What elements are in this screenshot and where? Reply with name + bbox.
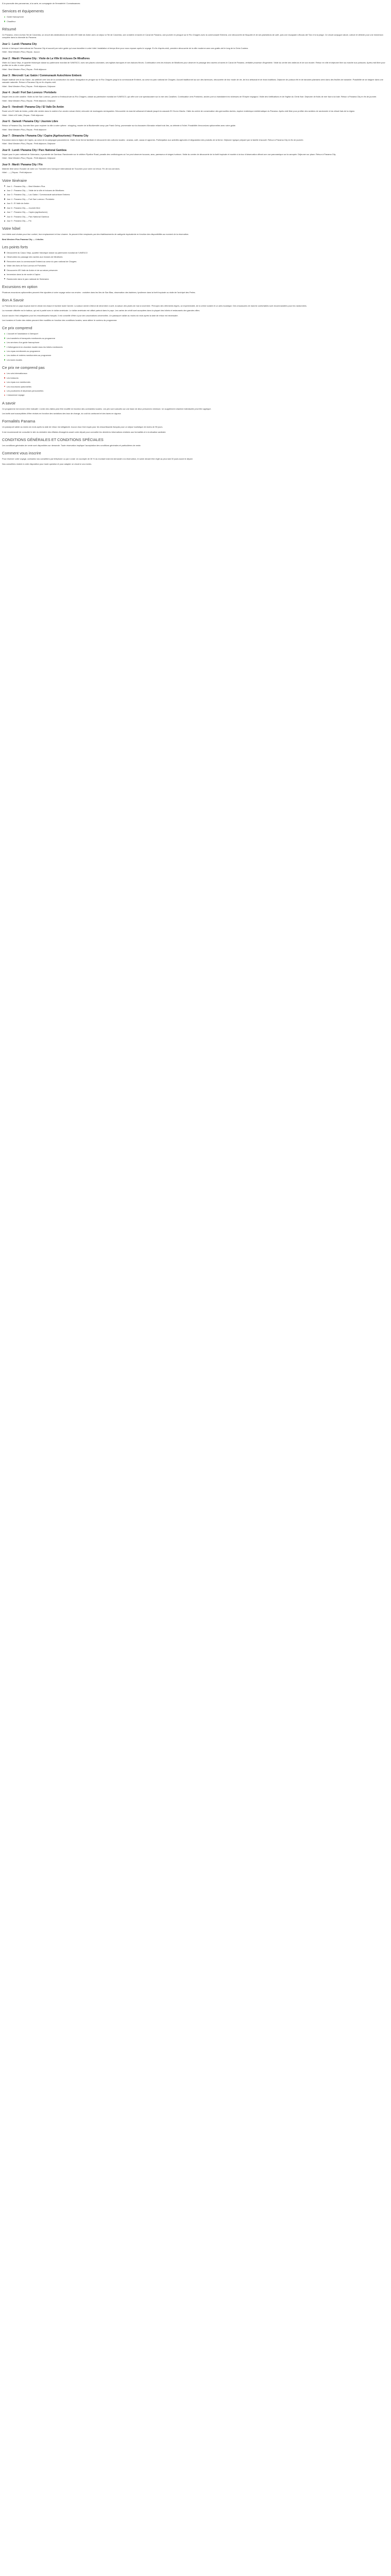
bullet-icon (4, 278, 5, 279)
bullet-icon (4, 194, 5, 195)
prices-included-list (4, 332, 388, 361)
itinerary (2, 43, 388, 174)
conditions-title: CONDITIONS GÉNÉRALES ET CONDITIONS SPÉCIALES (2, 437, 104, 442)
contact-title: Comment vous inscrire (2, 451, 41, 456)
day-meta: Hôtel : Best Western Plus | Repas : Petit déjeuner (2, 67, 46, 71)
bon-text: Le Panama est un pays tropical dont le climat est chaud et humide toute l'année. La saison sèche s'étend de décembre à avril, la saison des pluies de mai à novembre. Prévoyez des vêtements légers, un imperméable, de la crème solaire et un anti-moustique. Des chaussures de marche confortables sont recommandées pour les randonnées. (2, 304, 307, 308)
list-item: L'assurance voyage (4, 394, 388, 396)
resume-text: Ce Panama, c'est à la fois l'île de Colombia, un circuit des destinations de la ville d'El Valle de Antón avec un séjour à l'île de Colombia, une croisière à travers le Canal de Panama, une journée en pirogue sur le Río Chagres avec la communauté Emberá, une découverte de Boquete et de ses plantations de café, puis une escapade à Bocas del Toro et à la plage. Ce circuit conjugue nature, culture et détente pour une immersion complète dans la diversité du Panama. (2, 33, 383, 39)
day-text: Départ pour le parc national de Soberanía, à proximité de Gamboa. Randonnée sur le célèbre Pipeline Road, paradis des ornithologues où l'on peut observer toucans, aras, paresseux et singes hurleurs. Visite du centre de découverte de la forêt tropicale et montée à la tour d'observation offrant une vue panoramique sur la canopée. Déjeuner sur place. Retour à Panama City. (2, 152, 336, 156)
day-title: Jour 8 : Lundi / Panama City / Parc National Gamboa (2, 148, 67, 152)
bullet-icon (4, 212, 5, 213)
day-meta: Hôtel : Best Western Plus | Repas : Petit déjeuner (2, 128, 46, 131)
day-text: Retour à Panama City. Journée libre pour explorer la ville à votre rythme : shopping, musée de la Biodiversité conçu par Frank Gehry, promenade sur la chaussée d'Amador reliant trois îles, ou détente à l'hôtel. Possibilité d'excursions optionnelles avec votre guide. (2, 124, 236, 127)
bon-text-3: Aucun vaccin n'est obligatoire pour les ressortissants français. Il est conseillé d'être à jour des vaccinations universelles. Un passeport valide au moins six mois après la date de retour est nécessaire. (2, 314, 178, 317)
day-title: Jour 3 : Mercredi / Lac Gatún / Communauté Autochtone Emberá (2, 74, 82, 77)
day-text: Départ vers la côte caraïbe. Visite du fort San Lorenzo, perché à l'embouchure du Río Chagres, classé au patrimoine mondial de l'UNESCO, qui offre une vue spectaculaire sur la mer des Caraïbes. Continuation vers Portobelo, ancien port où transitaient les richesses de l'Empire espagnol. Visite des fortifications et de l'église du Christ Noir. Déjeuner de fruits de mer face à la baie. Retour à Panama City en fin de journée. (2, 95, 377, 98)
bullet-icon (4, 190, 5, 191)
list-item: Les taxes locales (4, 359, 388, 361)
hotels-list (4, 185, 388, 223)
list-item: Rencontre avec la communauté Emberá au cœur du parc national de Chagres (4, 260, 388, 263)
excursions-title: Excursions en option (2, 284, 38, 289)
prices-excluded-list (4, 372, 388, 397)
day-text: Départ matinal vers le lac Gatún, lac artificiel créé lors de la construction du canal. Navigation en pirogue sur le Río Chagres jusqu'à la communauté Emberá, au cœur du parc national de Chagres. Accueil traditionnel au son des tambours, découverte de leur mode de vie, de leur artisanat et de leurs traditions. Déjeuner de poisson frit et de bananes plantains servi dans des feuilles de bananier. Possibilité de se baigner dans une cascade naturelle. Retour à Panama City en fin d'après-midi. (2, 78, 383, 84)
list-item: Les boissons (4, 377, 388, 379)
list-item: Les transferts et transports mentionnés au programme (4, 337, 388, 340)
prices-title: Ce prix comprend (2, 326, 32, 331)
day-meta: Hôtel : Best Western Plus | Repas : Petit déjeuner, Déjeuner (2, 99, 56, 102)
bullet-icon (4, 21, 5, 22)
includes-list (4, 251, 388, 280)
list-item: L'accueil et l'assistance à l'aéroport (4, 332, 388, 335)
formal-text: Un passeport valide au moins six mois après la date de retour est obligatoire. Aucun visa n'est requis pour les ressortissants français pour un séjour touristique de moins de 90 jours. (2, 426, 163, 429)
check-icon (4, 333, 5, 334)
price-text: Les hôtels sont choisis pour leur confort, leur emplacement et leur charme. Ils peuvent être remplacés par des établissements de catégorie équivalente en fonction des disponibilités au moment de la réservation. (2, 233, 189, 236)
cross-icon (4, 391, 5, 392)
bullet-icon (4, 185, 5, 187)
list-item: Les services d'un guide francophone (4, 341, 388, 344)
list-item: Immersion dans la vie rurale à Capira (4, 273, 388, 276)
list-item: Les repas mentionnés au programme (4, 350, 388, 352)
prices-excluded-title: Ce prix ne comprend pas (2, 365, 45, 370)
formal-title: Formalités Panama (2, 419, 36, 424)
avoid-text: Ce programme est donné à titre indicatif. L'ordre des visites peut être modifié en fonction des contraintes locales. Les prix sont calculés sur une base de deux personnes minimum. Un supplément chambre individuelle peut être appliqué. (2, 407, 211, 410)
cross-icon (4, 382, 5, 383)
formal-text-2: Il est recommandé de consulter le site du ministère des Affaires étrangères avant votre départ pour connaître les dernières informations relatives aux formalités et à la situation sanitaire. (2, 430, 167, 433)
list-item: Jour 2 : Panama City — Visite de la ville et écluses de Miraflores (4, 189, 388, 192)
list-item: Les excursions optionnelles (4, 385, 388, 388)
day-meta: Hôtel : Best Western Plus | Repas : Petit déjeuner, Déjeuner (2, 157, 56, 160)
list-item: Découverte du Casco Viejo, quartier historique classé au patrimoine mondial de l'UNESCO (4, 251, 388, 254)
list-item: Jour 9 : Panama City — Fin (4, 219, 388, 222)
list-item: Jour 3 : Panama City — Lac Gatún / Communauté autochtone Emberá (4, 193, 388, 196)
day-title: Jour 2 : Mardi / Panama City : Visite de La Ville Et écluses De Miraflores (2, 57, 90, 60)
day-meta: Hôtel : Best Western Plus | Repas : Aucun (2, 50, 40, 54)
hotels-title: Votre Itinéraire (2, 178, 27, 183)
bullet-icon (4, 203, 5, 204)
check-icon (4, 359, 5, 360)
list-item: Randonnée dans le parc national de Soberanía (4, 278, 388, 280)
day-title: Jour 5 : Vendredi / Panama City / El Valle De Antón (2, 106, 64, 109)
day-text: Route vers El Valle de Antón, petite ville nichée dans le cratère d'un ancien volcan éteint, entourée de montagnes verdoyantes. Découverte du marché artisanal et balade jusqu'à la cascade El Chorro Macho. Visite du centre de conservation des grenouilles dorées, espèce endémique emblématique du Panama. Après-midi libre pour profiter des sentiers de randonnée et du climat frais de la région. (2, 110, 355, 113)
list-item: Jour 6 : Panama City — Journée libre (4, 207, 388, 209)
list-item: Jour 5 : El Valle de Antón (4, 202, 388, 205)
contact-text: Pour réserver votre voyage, contactez nos conseillers par téléphone ou par e-mail. Un acompte de 30 % du montant total est demandé à la réservation, le solde devant être réglé au plus tard 30 jours avant le départ. (2, 457, 193, 461)
contact-text-2: Nos conseillers restent à votre disposition pour toute question et pour adapter ce circuit à vos envies. (2, 462, 92, 465)
bullet-icon (4, 16, 5, 18)
resume-title: Résumé (2, 27, 17, 32)
list-item: Jour 1 : Panama City — Best Western Plus (4, 185, 388, 188)
intro-line: À la poursuite des panoramas, à la carte, en compagnie de l'immatériel: Connaissances (2, 2, 80, 5)
bullet-icon (4, 221, 5, 222)
bon-text-4: Les horaires et l'ordre des visites peuvent être modifiés en fonction des conditions locales, sans altérer le contenu du programme. (2, 318, 118, 321)
bullet-icon (4, 269, 5, 270)
avoid-title: A savoir (2, 400, 16, 405)
includes-title: Les points forts (2, 244, 28, 249)
bullet-icon (4, 261, 5, 262)
list-item: Les visites et entrées mentionnées au programme (4, 354, 388, 357)
day-meta: Hôtel : Hôtel à El Valle | Repas : Petit déjeuner (2, 113, 44, 116)
cross-icon (4, 377, 5, 378)
list-item: Les vols internationaux (4, 372, 388, 375)
cross-icon (4, 395, 5, 396)
day-text: Arrivée à l'aéroport international de Panama City et accueil par votre guide qui vous transfère à votre hôtel. Installation et temps libre pour vous reposer après le voyage. En fin d'après-midi, première découverte de la ville moderne avec ses gratte-ciel le long de la Cinta Costera. (2, 47, 249, 50)
day-meta: Hôtel : Best Western Plus | Repas : Petit déjeuner, Déjeuner (2, 84, 56, 88)
day-title: Jour 6 : Samedi / Panama City / Journée Libre (2, 120, 58, 123)
bon-text-2: La monnaie officielle est le balboa, qui est à parité avec le dollar américain. Le dollar américain est utilisé partout dans le pays. Les cartes de crédit sont acceptées dans la plupart des hôtels et restaurants des grandes villes. (2, 309, 200, 312)
day-text: Matinée libre selon l'horaire de votre vol. Transfert vers l'aéroport international de Tocumen pour votre vol retour. Fin de nos services. (2, 167, 120, 170)
bullet-icon (4, 274, 5, 275)
check-icon (4, 337, 5, 338)
bullet-icon (4, 216, 5, 217)
check-icon (4, 346, 5, 347)
cross-icon (4, 373, 5, 374)
day-meta: Hôtel : Best Western Plus | Repas : Petit déjeuner, Déjeuner (2, 142, 56, 145)
day-text: Visite du Casco Viejo, le quartier historique classé au patrimoine mondial de l'UNESCO, avec ses places coloniales, ses églises baroques et ses balcons fleuris. Continuation vers les écluses de Miraflores pour observer le passage des navires à travers le Canal de Panama, véritable prouesse d'ingénierie. Visite du centre des visiteurs et de son musée. Retour en ville et déjeuner libre au marché aux poissons. Après-midi libre pour profiter de la ville à votre rythme. (2, 61, 385, 67)
list-item: Les repas non mentionnés (4, 381, 388, 383)
list-item: Les pourboires et dépenses personnelles (4, 389, 388, 392)
avoid-text-2: Les tarifs sont susceptibles d'être révisés en fonction des variations des taux de change, du coût du carburant et des taxes en vigueur. (2, 412, 122, 415)
list-item: Visite des forts de San Lorenzo et Portobelo (4, 264, 388, 267)
list-item: L'hébergement en chambre double dans les hôtels mentionnés (4, 346, 388, 348)
check-icon (4, 355, 5, 356)
services-title: Services et équipements (2, 9, 44, 14)
day-title: Jour 9 : Mardi / Panama City / Fin (2, 163, 43, 166)
day-title: Jour 1 : Lundi / Panama City (2, 42, 37, 46)
bullet-icon (4, 265, 5, 266)
price-title: Votre hôtel (2, 226, 21, 231)
conditions-text: Les conditions générales de vente sont disponibles sur demande. Toute réservation implique l'acceptation des conditions générales et particulières de vente. (2, 444, 141, 447)
list-item: Guide francophone (4, 15, 388, 18)
list-item: Observation du passage des navires aux écluses de Miraflores (4, 256, 388, 258)
services-list (4, 15, 388, 23)
day-title: Jour 4 : Jeudi / Fort San Lorenzo / Portobelo (2, 91, 57, 95)
check-icon (4, 351, 5, 352)
hotel-line: Best Western Plus Panama City — 4 étoiles (2, 238, 44, 241)
day-meta: Hôtel : — | Repas : Petit déjeuner (2, 171, 32, 174)
list-item: Découverte d'El Valle de Antón et de sa nature préservée (4, 269, 388, 272)
bullet-icon (4, 207, 5, 208)
bullet-icon (4, 252, 5, 253)
bon-title: Bon A Savoir (2, 298, 24, 303)
cross-icon (4, 386, 5, 387)
check-icon (4, 342, 5, 343)
list-item: Jour 4 : Panama City — Fort San Lorenzo / Portobelo (4, 198, 388, 200)
day-title: Jour 7 : Dimanche / Panama City / Capira (Agritourisme) / Panama City (2, 134, 89, 138)
excursions-text: Plusieurs excursions optionnelles peuvent être ajoutées à votre voyage selon vos envies : croisière dans les îles de San Blas, observation des baleines, tyrolienne dans la forêt tropicale ou visite de l'archipel des Perles. (2, 291, 196, 294)
list-item: Jour 7 : Panama City — Capira (agritourisme) (4, 211, 388, 213)
list-item: Jour 8 : Panama City — Parc National Gamboa (4, 215, 388, 218)
list-item: Chauffeur (4, 20, 388, 23)
bullet-icon (4, 198, 5, 199)
bullet-icon (4, 257, 5, 258)
day-text: Excursion dans la région de Capira, au cœur de la campagne panaméenne. Visite d'une ferme familiale et découverte des cultures locales : ananas, café, cacao et agrumes. Participation aux activités agricoles et dégustation des produits de la ferme. Déjeuner typique préparé par la famille d'accueil. Retour à Panama City en fin de journée. (2, 139, 304, 142)
